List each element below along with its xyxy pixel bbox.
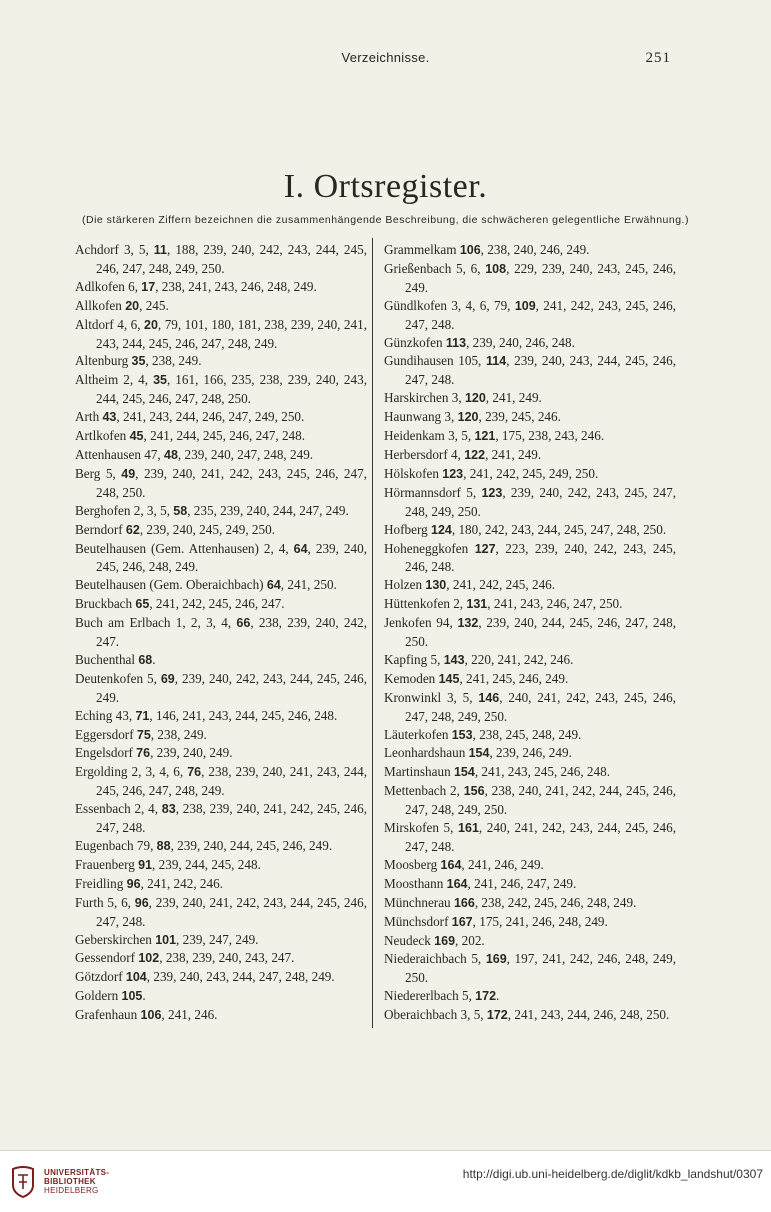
index-entry — [384, 744, 676, 763]
entry-text: Berndorf — [75, 521, 126, 537]
index-entry — [384, 297, 676, 334]
entry-text: Heidenkam 3, 5, — [384, 428, 475, 444]
index-entry — [75, 297, 367, 316]
main-page-ref: 43 — [102, 410, 117, 425]
entry-text: Gundihausen 105, — [384, 353, 487, 369]
entry-text: , 238, 240, 246, 249. — [480, 242, 590, 257]
index-entry — [384, 782, 676, 819]
index-entry — [75, 465, 367, 502]
index-entry — [75, 408, 367, 427]
entry-text: Berghofen 2, 3, 5, — [75, 502, 174, 518]
entry-text: , 238, 239, 240, 242, 247. — [96, 615, 368, 650]
entry-text: , 238, 240, 241, 242, 244, 245, 246, 247, 248, 249, 250. — [405, 783, 677, 818]
index-entry — [384, 427, 676, 446]
main-page-ref: 154 — [468, 746, 490, 761]
index-entry — [384, 260, 676, 297]
entry-text: , 239, 240, 249. — [150, 745, 233, 761]
register-note: (Die stärkeren Ziffern bezeichnen die zusammenhängende Beschreibung, die schwächeren gelegentliche Erwähnung.) — [82, 214, 689, 226]
entry-text: . — [152, 651, 156, 667]
main-page-ref: 169 — [485, 952, 507, 967]
entry-text: , 239, 240, 242, 243, 244, 245, 246, 249. — [96, 670, 368, 705]
entry-text: Berg 5, — [75, 465, 122, 481]
entry-text: , 235, 239, 240, 244, 247, 249. — [187, 502, 349, 518]
index-entry — [75, 931, 367, 950]
main-page-ref: 131 — [466, 597, 488, 612]
index-entry — [384, 932, 676, 951]
entry-text: , 241, 243, 246, 247, 250. — [487, 596, 623, 612]
entry-text: , 239, 240, 241, 242, 243, 245, 246, 247, 248, 250. — [96, 465, 367, 500]
main-page-ref: 164 — [446, 876, 468, 891]
entry-text: , 229, 239, 240, 243, 245, 246, 249. — [405, 260, 677, 295]
entry-text: Moosthann — [384, 875, 447, 891]
entry-text: , 239, 240, 241, 242, 243, 244, 245, 246, 247, 248. — [96, 894, 368, 929]
index-entry — [384, 484, 676, 521]
index-entry — [75, 614, 367, 651]
main-page-ref: 49 — [121, 466, 136, 481]
main-page-ref: 143 — [443, 652, 465, 667]
entry-text: , 238, 249. — [150, 726, 207, 742]
index-entry — [75, 837, 367, 856]
index-entry — [384, 334, 676, 353]
main-page-ref: 106 — [459, 243, 481, 257]
entry-text: , 241, 249. — [485, 446, 542, 462]
entry-text: , 239, 240, 244, 245, 246, 249. — [170, 838, 333, 853]
entry-text: , 202. — [455, 932, 485, 948]
entry-text: Leonhardshaun — [384, 745, 469, 761]
main-page-ref: 109 — [514, 298, 536, 313]
main-page-ref: 166 — [453, 895, 475, 910]
index-entry — [75, 894, 367, 931]
entry-text: Herbersdorf 4, — [384, 446, 465, 462]
entry-text: Essenbach 2, 4, — [75, 801, 162, 817]
main-page-ref: 62 — [125, 522, 140, 537]
entry-text: , 241, 246, 249. — [461, 856, 544, 872]
library-name-line1: UNIVERSITÄTS- — [44, 1168, 110, 1177]
index-entry — [75, 875, 367, 894]
main-page-ref: 11 — [153, 243, 168, 257]
entry-text: Harskirchen 3, — [384, 390, 465, 406]
entry-text: Eugenbach 79, — [75, 838, 157, 853]
main-page-ref: 105 — [121, 989, 143, 1004]
index-entry — [384, 614, 676, 651]
main-page-ref: 76 — [136, 746, 151, 761]
entry-text: Ergolding 2, 3, 4, 6, — [75, 764, 188, 780]
page-title: I. Ortsregister. — [283, 168, 488, 205]
entry-text: Artlkofen — [75, 428, 130, 444]
index-column-right — [384, 241, 676, 1025]
index-entry — [384, 352, 676, 389]
main-page-ref: 20 — [144, 317, 158, 332]
main-page-ref: 45 — [129, 429, 144, 444]
main-page-ref: 153 — [451, 727, 473, 742]
index-entry — [75, 278, 367, 297]
main-page-ref: 127 — [474, 541, 496, 556]
entry-text: , 241, 250. — [280, 577, 337, 593]
entry-text: Grießenbach 5, 6, — [384, 260, 486, 276]
main-page-ref: 102 — [138, 951, 160, 966]
entry-text: , 239, 240, 247, 248, 249. — [177, 446, 314, 462]
entry-text: , 241, 242, 245, 249, 250. — [463, 465, 599, 481]
index-entry — [384, 241, 676, 260]
entry-text: Mirskofen 5, — [384, 820, 459, 836]
entry-text: Buchenthal — [75, 651, 139, 667]
entry-text: Jenkofen 94, — [384, 615, 458, 631]
index-entry — [384, 689, 676, 726]
entry-text: Geberskirchen — [75, 931, 156, 947]
entry-text: , 188, 239, 240, 242, 243, 244, 245, 246, 247, 248, 249, 250. — [96, 242, 368, 276]
entry-text: , 241, 244, 245, 246, 247, 248. — [143, 428, 306, 444]
entry-text: , 238, 239, 240, 241, 242, 245, 246, 247, 248. — [96, 801, 367, 836]
footer-bar — [0, 1150, 771, 1212]
index-entry — [75, 540, 367, 577]
entry-text: Oberaichbach 3, 5, — [384, 1007, 487, 1023]
entry-text: Münchnerau — [384, 894, 454, 910]
main-page-ref: 154 — [453, 765, 475, 780]
entry-text: , 239, 240, 243, 244, 245, 246, 247, 248. — [405, 353, 676, 388]
index-entry — [75, 968, 367, 987]
entry-text: , 239, 244, 245, 248. — [152, 856, 261, 872]
entry-text: Hörmannsdorf 5, — [384, 484, 482, 500]
entry-text: Beutelhausen (Gem. Attenhausen) 2, 4, — [75, 540, 294, 556]
entry-text: , 241, 245, 246, 249. — [459, 670, 569, 686]
main-page-ref: 122 — [464, 447, 486, 462]
index-entry — [384, 670, 676, 689]
entry-text: , 240, 241, 242, 243, 244, 245, 246, 247, 248. — [405, 820, 676, 854]
index-entry — [75, 763, 367, 800]
main-page-ref: 71 — [135, 708, 150, 723]
entry-text: Arth — [75, 409, 103, 425]
entry-text: , 238, 239, 240, 241, 243, 244, 245, 246, 247, 248, 249. — [96, 764, 367, 799]
index-entry — [75, 707, 367, 726]
entry-text: Eching 43, — [75, 707, 136, 723]
entry-text: Buch am Erlbach 1, 2, 3, 4, — [75, 615, 237, 631]
entry-text: Furth 5, 6, — [75, 894, 135, 910]
main-page-ref: 65 — [135, 597, 150, 612]
entry-text: Deutenkofen 5, — [75, 670, 161, 686]
index-entry — [384, 446, 676, 465]
entry-text: Niederaichbach 5, — [384, 951, 486, 967]
index-entry — [384, 913, 676, 932]
entry-text: , 175, 238, 243, 246. — [495, 428, 605, 444]
entry-text: Bruckbach — [75, 596, 136, 612]
entry-text: Freidling — [75, 875, 127, 891]
entry-text: Grafenhaun — [75, 1007, 141, 1023]
index-entry — [75, 521, 367, 540]
entry-text: , 238, 239, 240, 243, 247. — [159, 950, 295, 966]
main-page-ref: 17 — [141, 279, 156, 294]
entry-text: , 223, 239, 240, 242, 243, 245, 246, 248. — [405, 540, 677, 575]
main-page-ref: 58 — [173, 503, 188, 518]
main-page-ref: 66 — [236, 616, 251, 631]
page-number: 251 — [645, 50, 671, 66]
entry-text: , 238, 241, 243, 246, 248, 249. — [155, 278, 317, 294]
main-page-ref: 130 — [425, 578, 447, 593]
entry-text: , 241, 243, 244, 246, 247, 249, 250. — [116, 409, 305, 425]
entry-text: Gessendorf — [75, 950, 139, 966]
entry-text: , 238, 249. — [145, 353, 202, 369]
main-page-ref: 156 — [463, 784, 485, 799]
main-page-ref: 123 — [481, 485, 503, 500]
index-entry — [75, 800, 367, 837]
entry-text: Kapfing 5, — [384, 651, 444, 667]
entry-text: Martinshaun — [384, 764, 454, 780]
entry-text: , 240, 241, 242, 243, 245, 246, 247, 248, 249, 250. — [405, 689, 676, 724]
main-page-ref: 146 — [478, 690, 500, 705]
main-page-ref: 106 — [140, 1008, 162, 1023]
index-entry — [75, 446, 367, 465]
index-entry — [75, 856, 367, 875]
index-entry — [384, 763, 676, 782]
main-page-ref: 35 — [153, 373, 167, 388]
index-column-left — [75, 241, 367, 1025]
main-page-ref: 91 — [138, 857, 153, 872]
entry-text: Goldern — [75, 988, 122, 1004]
index-entry — [384, 950, 676, 987]
entry-text: Adlkofen 6, — [75, 278, 142, 294]
main-page-ref: 121 — [474, 429, 496, 444]
entry-text: Gündlkofen 3, 4, 6, 79, — [384, 297, 515, 313]
entry-text: , 241, 242, 243, 245, 246, 247, 248. — [405, 297, 677, 332]
entry-text: Kemoden — [384, 670, 439, 686]
main-page-ref: 167 — [451, 914, 473, 929]
entry-text: , 239, 240, 245, 246, 248, 249. — [96, 540, 368, 575]
entry-text: Moosberg — [384, 856, 441, 872]
entry-text: . — [496, 988, 500, 1004]
entry-text: Neudeck — [384, 932, 435, 948]
main-page-ref: 123 — [442, 466, 464, 481]
index-entry — [384, 987, 676, 1006]
entry-text: Hoheneggkofen — [384, 540, 475, 556]
entry-text: , 180, 242, 243, 244, 245, 247, 248, 250. — [451, 521, 667, 537]
entry-text: . — [142, 988, 146, 1004]
main-page-ref: 120 — [464, 391, 486, 406]
main-page-ref: 96 — [134, 895, 149, 910]
entry-text: Hölskofen — [384, 465, 443, 481]
index-entry — [384, 856, 676, 875]
main-page-ref: 132 — [457, 616, 479, 631]
main-page-ref: 101 — [155, 932, 177, 947]
entry-text: , 239, 240, 244, 245, 246, 247, 248, 250. — [405, 615, 676, 650]
index-entry — [384, 389, 676, 408]
index-entry — [75, 670, 367, 707]
entry-text: Holzen — [384, 577, 426, 593]
entry-text: , 220, 241, 242, 246. — [464, 651, 574, 667]
entry-text: Altheim 2, 4, — [75, 372, 154, 388]
entry-text: , 175, 241, 246, 248, 249. — [472, 913, 608, 929]
main-page-ref: 164 — [440, 857, 462, 872]
entry-text: Allkofen — [75, 297, 126, 313]
main-page-ref: 64 — [266, 578, 281, 593]
main-page-ref: 120 — [457, 410, 479, 425]
main-page-ref: 104 — [125, 970, 147, 985]
entry-text: , 241, 242, 245, 246. — [446, 577, 556, 593]
entry-text: , 245. — [139, 297, 169, 313]
index-entry — [75, 1006, 367, 1025]
entry-text: , 238, 242, 245, 246, 248, 249. — [474, 894, 637, 910]
main-page-ref: 75 — [136, 727, 151, 742]
main-page-ref: 88 — [156, 839, 171, 853]
library-name-line3: HEIDELBERG — [44, 1186, 99, 1195]
main-page-ref: 96 — [126, 876, 141, 891]
index-entry — [384, 875, 676, 894]
index-entry — [384, 408, 676, 427]
running-head: Verzeichnisse. — [341, 50, 430, 65]
library-name — [44, 1168, 109, 1195]
entry-text: Attenhausen 47, — [75, 446, 164, 462]
main-page-ref: 76 — [187, 765, 202, 780]
index-entry — [384, 521, 676, 540]
main-page-ref: 64 — [293, 541, 308, 556]
index-entry — [384, 819, 676, 856]
index-entry — [384, 651, 676, 670]
entry-text: Altenburg — [75, 353, 132, 369]
index-entry — [75, 241, 367, 278]
main-page-ref: 69 — [160, 671, 175, 686]
entry-text: Eggersdorf — [75, 726, 137, 742]
entry-text: Hüttenkofen 2, — [384, 596, 467, 612]
entry-text: , 161, 166, 235, 238, 239, 240, 243, 244, 245, 246, 247, 248, 250. — [96, 372, 367, 407]
index-entry — [384, 465, 676, 484]
entry-text: Günzkofen — [384, 334, 446, 350]
index-entry — [384, 726, 676, 745]
main-page-ref: 172 — [475, 989, 497, 1004]
source-url-link[interactable]: http://digi.ub.uni-heidelberg.de/diglit/kdkb_landshut/0307 — [462, 1167, 763, 1181]
entry-text: Frauenberg — [75, 856, 139, 872]
index-entry — [384, 576, 676, 595]
main-page-ref: 68 — [138, 652, 153, 667]
main-page-ref: 145 — [438, 671, 460, 686]
entry-text: , 241, 242, 245, 246, 247. — [149, 596, 285, 612]
entry-text: Läuterkofen — [384, 726, 452, 742]
main-page-ref: 35 — [131, 354, 146, 369]
index-entry — [75, 595, 367, 614]
main-page-ref: 113 — [445, 335, 467, 350]
entry-text: Hofberg — [384, 521, 431, 537]
index-entry — [75, 949, 367, 968]
entry-text: Haunwang 3, — [384, 409, 458, 425]
column-divider — [372, 238, 373, 1028]
entry-text: , 241, 246, 247, 249. — [467, 875, 577, 891]
entry-text: , 239, 240, 246, 248. — [466, 334, 575, 350]
index-entry — [75, 744, 367, 763]
library-seal-icon — [10, 1165, 36, 1199]
entry-text: , 146, 241, 243, 244, 245, 246, 248. — [149, 707, 338, 723]
index-entry — [75, 726, 367, 745]
index-entry — [75, 651, 367, 670]
entry-text: , 241, 243, 244, 246, 248, 250. — [507, 1007, 670, 1023]
entry-text: Kronwinkl 3, 5, — [384, 689, 479, 705]
library-name-line2: BIBLIOTHEK — [44, 1177, 96, 1186]
index-entry — [75, 427, 367, 446]
entry-text: , 239, 245, 246. — [478, 409, 561, 425]
index-entry — [75, 987, 367, 1006]
entry-text: Beutelhausen (Gem. Oberaichbach) — [75, 577, 267, 593]
entry-text: Altdorf 4, 6, — [75, 316, 145, 332]
main-page-ref: 114 — [486, 354, 507, 369]
index-entry — [384, 894, 676, 913]
main-page-ref: 20 — [125, 298, 140, 313]
index-entry — [75, 502, 367, 521]
main-page-ref: 108 — [485, 261, 507, 276]
entry-text: , 238, 245, 248, 249. — [472, 726, 582, 742]
main-page-ref: 169 — [434, 933, 456, 948]
index-entry — [384, 1006, 676, 1025]
entry-text: , 241, 249. — [485, 390, 542, 406]
entry-text: , 239, 246, 249. — [489, 745, 572, 761]
index-entry — [384, 595, 676, 614]
entry-text: , 241, 246. — [161, 1007, 218, 1023]
index-entry — [75, 316, 367, 353]
main-page-ref: 83 — [161, 802, 176, 817]
entry-text: , 239, 240, 242, 243, 245, 247, 248, 249, 250. — [405, 484, 676, 519]
entry-text: Münchsdorf — [384, 913, 452, 929]
entry-text: Achdorf 3, 5, — [75, 242, 154, 257]
entry-text: , 239, 247, 249. — [176, 931, 259, 947]
main-page-ref: 161 — [458, 821, 479, 836]
entry-text: , 239, 240, 245, 249, 250. — [139, 521, 275, 537]
entry-text: Grammelkam — [384, 242, 460, 257]
index-entry — [75, 576, 367, 595]
entry-text: , 79, 101, 180, 181, 238, 239, 240, 241, 243, 244, 245, 246, 247, 248, 249. — [96, 316, 367, 351]
entry-text: , 241, 242, 246. — [140, 875, 223, 891]
main-page-ref: 124 — [431, 522, 452, 537]
entry-text: Mettenbach 2, — [384, 783, 464, 799]
main-page-ref: 172 — [486, 1008, 508, 1023]
entry-text: Götzdorf — [75, 969, 126, 985]
index-entry — [384, 540, 676, 577]
index-entry — [75, 352, 367, 371]
entry-text: , 239, 240, 243, 244, 247, 248, 249. — [146, 969, 335, 985]
entry-text: Engelsdorf — [75, 745, 137, 761]
entry-text: , 197, 241, 242, 246, 248, 249, 250. — [405, 951, 676, 986]
main-page-ref: 48 — [164, 447, 178, 462]
entry-text: Niedererlbach 5, — [384, 988, 476, 1004]
index-entry — [75, 371, 367, 408]
entry-text: , 241, 243, 245, 246, 248. — [474, 764, 610, 780]
